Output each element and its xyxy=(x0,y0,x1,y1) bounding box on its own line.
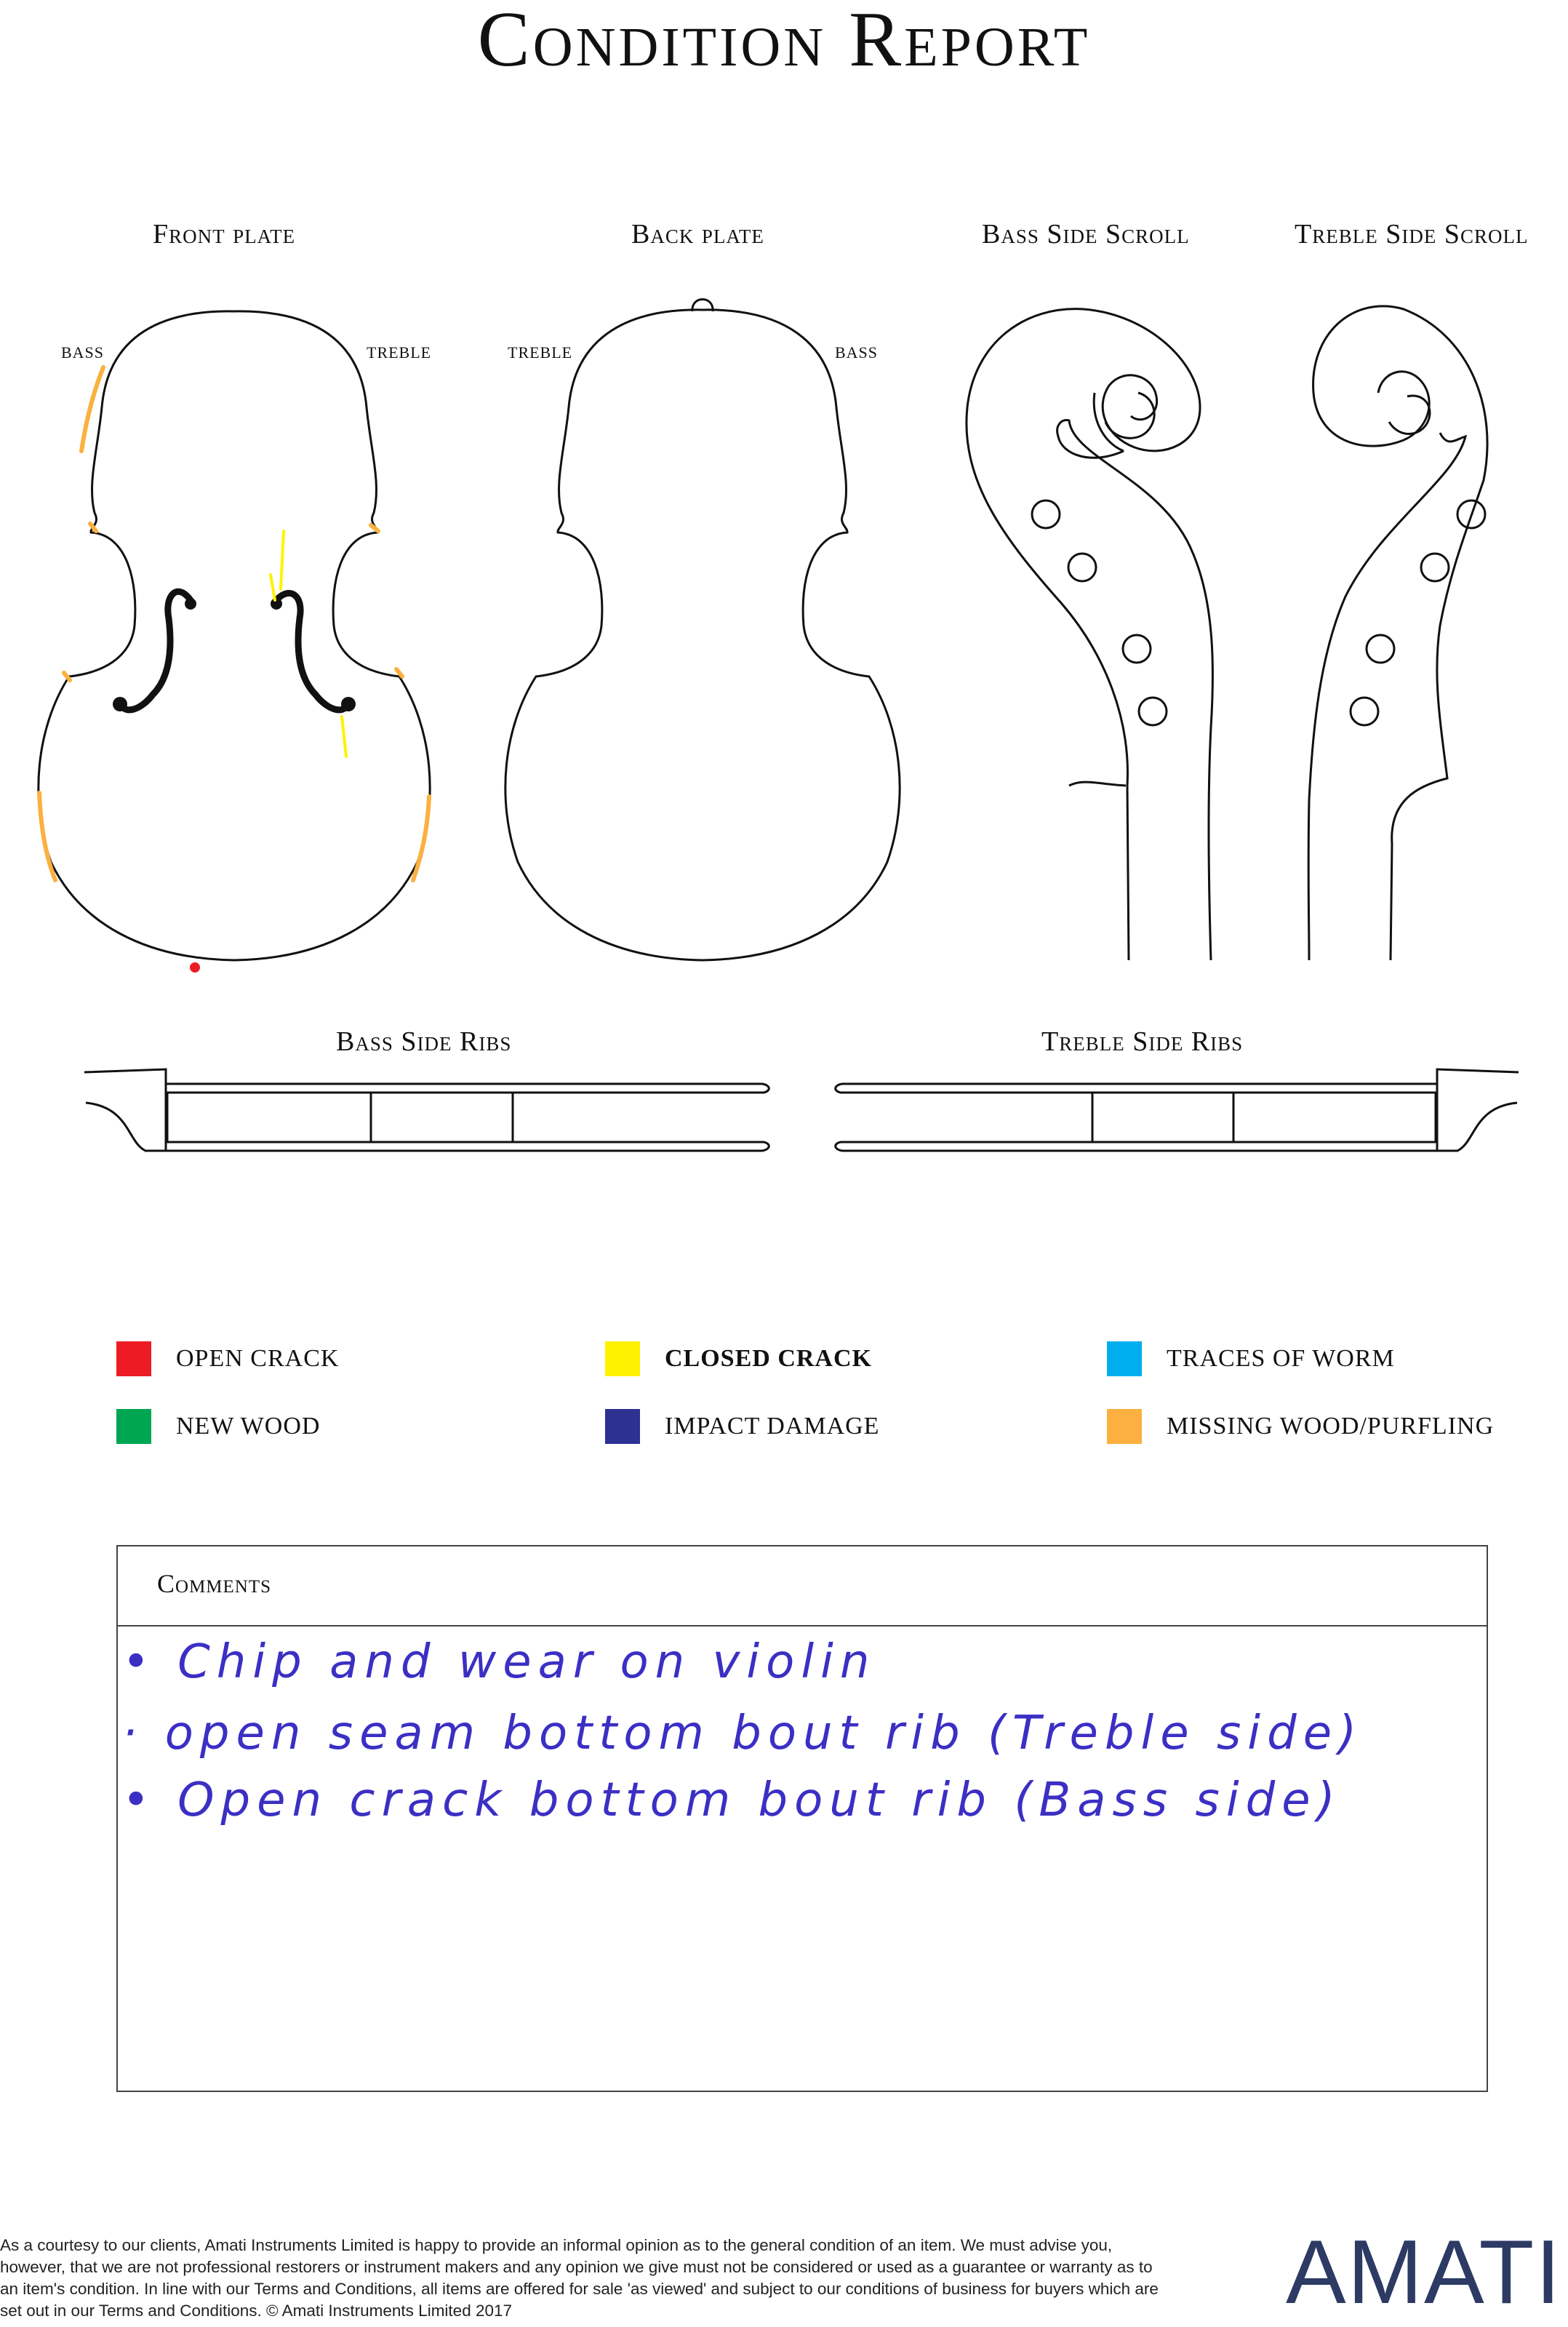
front-plate-label: Front plate xyxy=(153,219,296,250)
amati-logo: AMATI xyxy=(1286,2222,1562,2323)
legend-swatch xyxy=(1107,1409,1142,1444)
bass-side-scroll-outline xyxy=(967,309,1213,960)
treble-side-ribs-label: Treble Side Ribs xyxy=(1041,1026,1244,1057)
treble-side-ribs-outline xyxy=(836,1069,1519,1151)
comment-line: · open seam bottom bout rib (Treble side) xyxy=(122,1707,1364,1760)
comments-box xyxy=(116,1545,1488,2092)
legend-label: NEW WOOD xyxy=(176,1413,321,1440)
front-treble-label: TREBLE xyxy=(367,343,432,362)
legend-label: CLOSED CRACK xyxy=(665,1345,872,1372)
back-plate-label: Back plate xyxy=(631,219,764,250)
f-hole-right xyxy=(276,593,348,709)
comment-line: • Open crack bottom bout rib (Bass side) xyxy=(122,1773,1342,1827)
legend-label: IMPACT DAMAGE xyxy=(665,1413,880,1440)
back-bass-label: BASS xyxy=(835,343,879,362)
legend-label: MISSING WOOD/PURFLING xyxy=(1167,1413,1495,1440)
bass-side-ribs-outline xyxy=(84,1069,769,1151)
legend-item-traces-of-worm xyxy=(1107,1340,1395,1378)
legend-item-closed-crack xyxy=(605,1340,872,1378)
back-plate-outline xyxy=(505,300,900,961)
legend-swatch xyxy=(1107,1341,1142,1376)
treble-side-scroll-outline xyxy=(1308,306,1487,960)
back-treble-label: TREBLE xyxy=(508,343,573,362)
legend-label: TRACES OF WORM xyxy=(1167,1345,1395,1372)
legend-swatch xyxy=(605,1341,640,1376)
front-plate-outline xyxy=(39,311,430,960)
legend-item-impact-damage xyxy=(605,1408,879,1445)
bass-side-scroll-label: Bass Side Scroll xyxy=(982,219,1190,250)
comments-title: Comments xyxy=(157,1569,272,1598)
legend-swatch xyxy=(116,1341,151,1376)
front-bass-label: BASS xyxy=(61,343,105,362)
legend-item-open-crack xyxy=(116,1340,339,1378)
legend-item-new-wood xyxy=(116,1408,320,1445)
damage-marks-closed-crack xyxy=(271,531,346,757)
legend-swatch xyxy=(605,1409,640,1444)
f-hole-left xyxy=(120,591,191,710)
page-title: Condition Report xyxy=(477,0,1091,83)
comment-line: • Chip and wear on violin xyxy=(122,1635,876,1689)
legend-item-missing-wood-purfling xyxy=(1107,1408,1494,1445)
treble-side-scroll-label: Treble Side Scroll xyxy=(1295,219,1529,250)
comments-header xyxy=(118,1546,1487,1626)
legend-swatch xyxy=(116,1409,151,1444)
damage-mark-open-crack xyxy=(190,962,200,973)
disclaimer-text: As a courtesy to our clients, Amati Instruments Limited is happy to provide an informal opinion as to the general condition of an item. We must advise you, however, that we are not professional restorers or instrument makers and any opinion we give must not be considered or used as a guarantee or warranty as to an item's condition. In line with our Terms and Conditions, all items are offered for sale 'as viewed' and subject to our conditions of business for buyers which are set out in our Terms and Conditions. © Amati Instruments Limited 2017 xyxy=(0,2236,1159,2320)
bass-side-ribs-label: Bass Side Ribs xyxy=(336,1026,512,1057)
bass-scroll-peg-holes xyxy=(1032,500,1167,725)
legend-label: OPEN CRACK xyxy=(176,1345,340,1372)
